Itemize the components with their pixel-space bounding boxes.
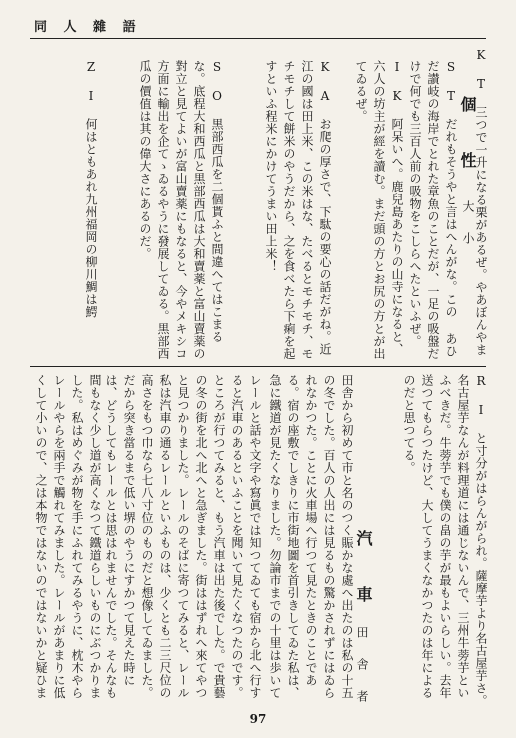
paragraph-so: S O 黒部西瓜を二個貰ふと間違へてはこまるな。底程大和西瓜と黒部西瓜は大和賣薬と富山賣薬の對立と見てよいが富山賣薬にもなると、今やメキシコ方面に輸出を企てゝゐるやうに發展してゐる。黒部西瓜の價值は其の偉大さにあるのだ。 [138,60,224,360]
middle-rule [30,366,486,367]
paragraph-train-3: 私は汽車の通るレールといふものは、少くとも二三尺位の高さをもつ巾なら七八寸位のものだと想像してゐました。だから突き當るまで低い堺のやうにすかつて見えた時には、どうしてもレールとは思はれませんでした。そんなも [104,374,172,699]
paragraph-ik: I K 阿呆いへ。鹿兒島あたりの山寺になると、六人の坊主が經を讀む。まだ頭の方とお尻の方とが出てゐるぜ。 [354,60,404,360]
essay-title-individuality: 個 性 [458,96,477,180]
header-rule [30,38,486,39]
paragraph-st: S T だれもそうやと言はへんがな。この あひだ讃岐の海岸でとれた章魚のことだが、一足の吸盤だけで何でも三百人前の吸物をこしらへたといふぜ。 [408,60,458,360]
page-number: 97 [249,712,267,726]
paragraph-zi: Z I 何はともあれ九州福岡の柳川鯛は鰐 [84,60,98,318]
essay-author-individuality: 大 小 [461,200,475,248]
paragraph-ka: K A お爬の厚さで、下駄の要心の話だがね。近江の國は田上米、この米はな、たべるとモチモチ、モチモチして餅米のやうだから、之を食べたら下痢を起すといふ程米にかけてうまい田上米！ [264,60,332,360]
paragraph-train-4: 間もなく少し道が高くなつて鐵道らしいものにぶつかりました。私はめぐみが物を手にふれてみるやうに、枕木やらレールやらを兩手で觸れてみました。レールがあまりに低くして小いので、之は本物ではないのではないかと疑ひま [34,374,102,699]
paragraph-train-2: レールと話や文字や寫眞では知つてゐても宿から北へ行すると汽車のあるといふことを聞いて見たくなつたのです。ところが行つてみると、もう汽車は出た後でした。で貴藝の冬の街を北へ北へと急ぎました。街ははずれへ來てやつと見つかりました。レールのそばに寄つてみると、レール [176,374,262,699]
paragraph-ri: R I と寸分がはらんがられ。薩摩芋より名古屋芋さ。名古屋芋なんが料理道には通じないんで、三州牛蒡芋といふべきだ。牛蒡芋でも僕の畠の芋が最もよいらしい。去年送つてもらつたけど、大してうまくなかつたのは年によるのだと思つてる。 [402,374,488,707]
essay-author-train: 田 舎 者 [355,626,369,706]
paragraph-train-1: 田舎から初めて市と名のつく賑かな處へ出たのは私の十五の冬でした。百人の人出には見るもの驚かされずにはゐられなかつた。ことに火車場へ行つて見たときのことである。宿の座敷でしきりに市街地圖を首引きしてゐた私は、急に鐵道が見たくなりました。勿論市までの十里は歩いて [268,374,354,699]
journal-header: 同 人 雜 語 [34,20,142,35]
essay-title-train: 汽 車 [354,530,373,614]
paragraph-kt: K T 三つで一升になる栗があるぜ。やあぼんやま [474,48,488,356]
